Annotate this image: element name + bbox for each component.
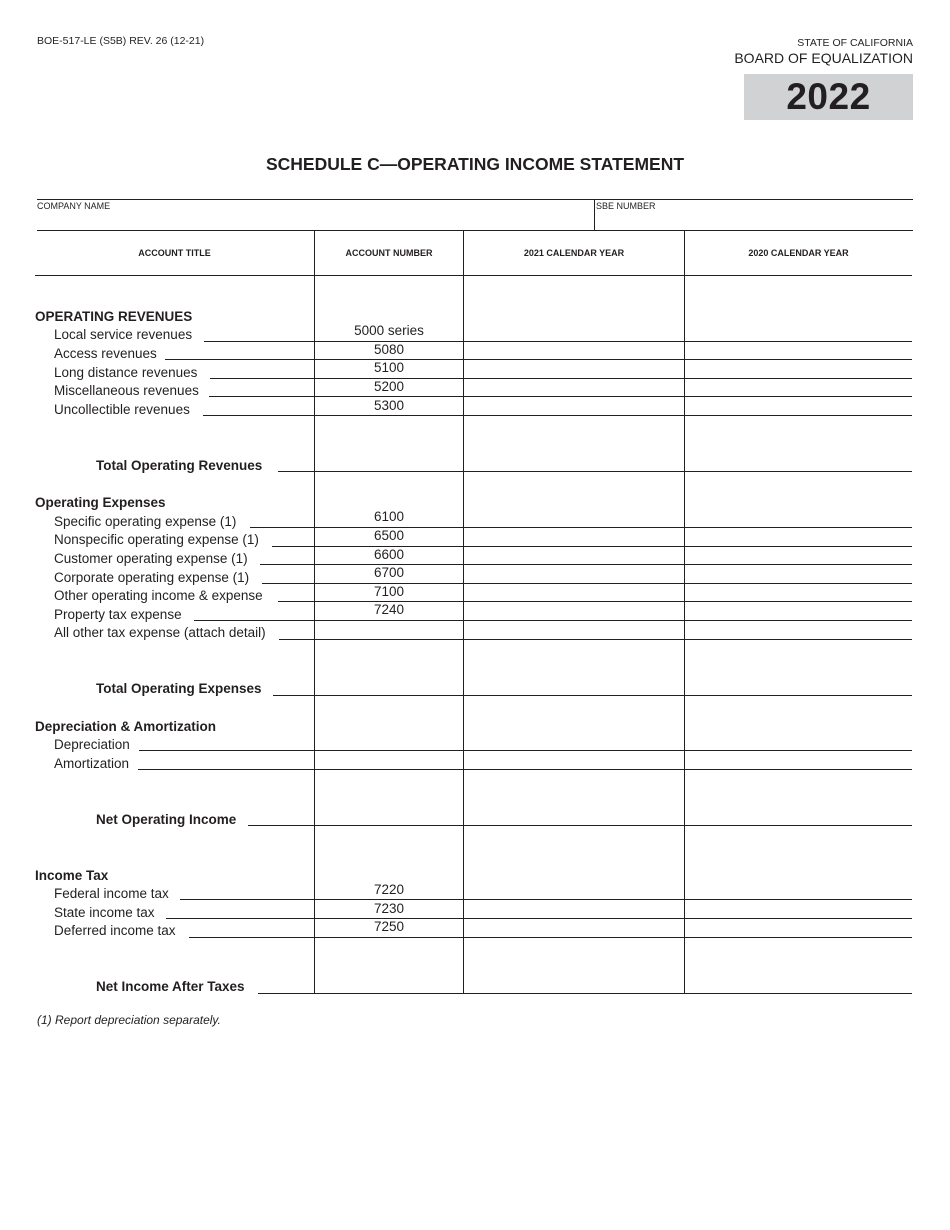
form-year: 2022 — [744, 74, 913, 120]
row-rule — [314, 899, 912, 900]
page-title: SCHEDULE C—OPERATING INCOME STATEMENT — [265, 154, 685, 174]
account-number: 6600 — [373, 547, 405, 562]
row-label-specific-operating-expense: Specific operating expense (1) — [54, 514, 237, 529]
account-number: 7240 — [373, 602, 405, 617]
col-account-number: ACCOUNT NUMBER — [345, 248, 433, 258]
account-number: 6700 — [373, 565, 405, 580]
total-operating-revenues-label: Total Operating Revenues — [96, 458, 263, 473]
leader-line — [250, 527, 314, 528]
col-2020-calendar-year: 2020 CALENDAR YEAR — [748, 248, 849, 258]
row-rule — [314, 620, 912, 621]
total-operating-expenses-label: Total Operating Expenses — [96, 681, 262, 696]
company-name-label: COMPANY NAME — [37, 201, 111, 211]
account-number: 7230 — [373, 901, 405, 916]
row-label-amortization: Amortization — [54, 756, 130, 771]
leader-line — [278, 601, 314, 602]
section-heading-income-tax: Income Tax — [35, 868, 109, 883]
account-number: 7100 — [373, 584, 405, 599]
leader-line — [189, 937, 314, 938]
account-number: 5200 — [373, 379, 405, 394]
row-rule — [314, 639, 912, 640]
account-number: 5000 series — [354, 323, 424, 338]
leader-line — [203, 415, 314, 416]
leader-line — [180, 899, 314, 900]
section-heading-depreciation-amortization: Depreciation & Amortization — [35, 719, 217, 734]
net-operating-income-label: Net Operating Income — [96, 812, 237, 827]
row-rule — [314, 695, 912, 696]
row-rule — [314, 750, 912, 751]
field-top-rule — [37, 199, 913, 200]
row-label-local-service-revenues: Local service revenues — [54, 327, 193, 342]
leader-line — [260, 564, 314, 565]
header-bottom-rule — [35, 275, 912, 276]
agency-name: BOARD OF EQUALIZATION — [734, 50, 913, 66]
col-2021-calendar-year: 2021 CALENDAR YEAR — [523, 248, 625, 258]
row-rule — [314, 769, 912, 770]
row-label-deferred-income-tax: Deferred income tax — [54, 923, 176, 938]
leader-line — [204, 341, 314, 342]
section-heading-operating-expenses: Operating Expenses — [35, 495, 166, 510]
leader-line — [279, 639, 314, 640]
row-rule — [314, 825, 912, 826]
leader-line — [194, 620, 314, 621]
row-label-customer-operating-expense: Customer operating expense (1) — [54, 551, 248, 566]
account-number: 6500 — [373, 528, 405, 543]
row-label-miscellaneous-revenues: Miscellaneous revenues — [54, 383, 199, 398]
leader-line — [210, 378, 314, 379]
account-number: 7220 — [373, 882, 405, 897]
row-label-access-revenues: Access revenues — [54, 346, 157, 361]
col-account-title: ACCOUNT TITLE — [138, 248, 211, 258]
leader-line — [138, 769, 314, 770]
sbe-number-label: SBE NUMBER — [596, 201, 656, 211]
leader-line — [248, 825, 314, 826]
company-name-field[interactable] — [37, 212, 593, 229]
leader-line — [272, 546, 314, 547]
form-number: BOE-517-LE (S5B) REV. 26 (12-21) — [37, 35, 205, 47]
leader-line — [209, 396, 314, 397]
state-name: STATE OF CALIFORNIA — [797, 37, 913, 49]
row-label-depreciation: Depreciation — [54, 737, 130, 752]
account-number: 6100 — [373, 509, 405, 524]
field-divider — [594, 199, 595, 230]
row-rule — [314, 937, 912, 938]
account-number: 5080 — [373, 342, 405, 357]
header-top-rule — [37, 230, 913, 231]
footnote: (1) Report depreciation separately. — [37, 1013, 221, 1027]
section-heading-operating-revenues: OPERATING REVENUES — [35, 309, 193, 324]
row-rule — [314, 993, 912, 994]
leader-line — [139, 750, 314, 751]
col-line-3 — [684, 230, 685, 994]
row-label-all-other-tax-expense: All other tax expense (attach detail) — [54, 625, 266, 640]
leader-line — [166, 918, 314, 919]
account-number: 7250 — [373, 919, 405, 934]
account-number: 5100 — [373, 360, 405, 375]
net-income-after-taxes-label: Net Income After Taxes — [96, 979, 245, 994]
row-label-other-operating-income-expense: Other operating income & expense — [54, 588, 263, 603]
sbe-number-field[interactable] — [596, 212, 912, 229]
row-label-state-income-tax: State income tax — [54, 905, 155, 920]
row-rule — [314, 415, 912, 416]
row-label-federal-income-tax: Federal income tax — [54, 886, 169, 901]
row-label-long-distance-revenues: Long distance revenues — [54, 365, 198, 380]
leader-line — [273, 695, 314, 696]
leader-line — [258, 993, 314, 994]
row-label-corporate-operating-expense: Corporate operating expense (1) — [54, 570, 250, 585]
col-line-2 — [463, 230, 464, 994]
row-label-nonspecific-operating-expense: Nonspecific operating expense (1) — [54, 532, 259, 547]
leader-line — [278, 471, 314, 472]
row-label-uncollectible-revenues: Uncollectible revenues — [54, 402, 190, 417]
leader-line — [165, 359, 314, 360]
row-rule — [314, 471, 912, 472]
leader-line — [262, 583, 314, 584]
row-rule — [314, 396, 912, 397]
row-label-property-tax-expense: Property tax expense — [54, 607, 182, 622]
account-number: 5300 — [373, 398, 405, 413]
